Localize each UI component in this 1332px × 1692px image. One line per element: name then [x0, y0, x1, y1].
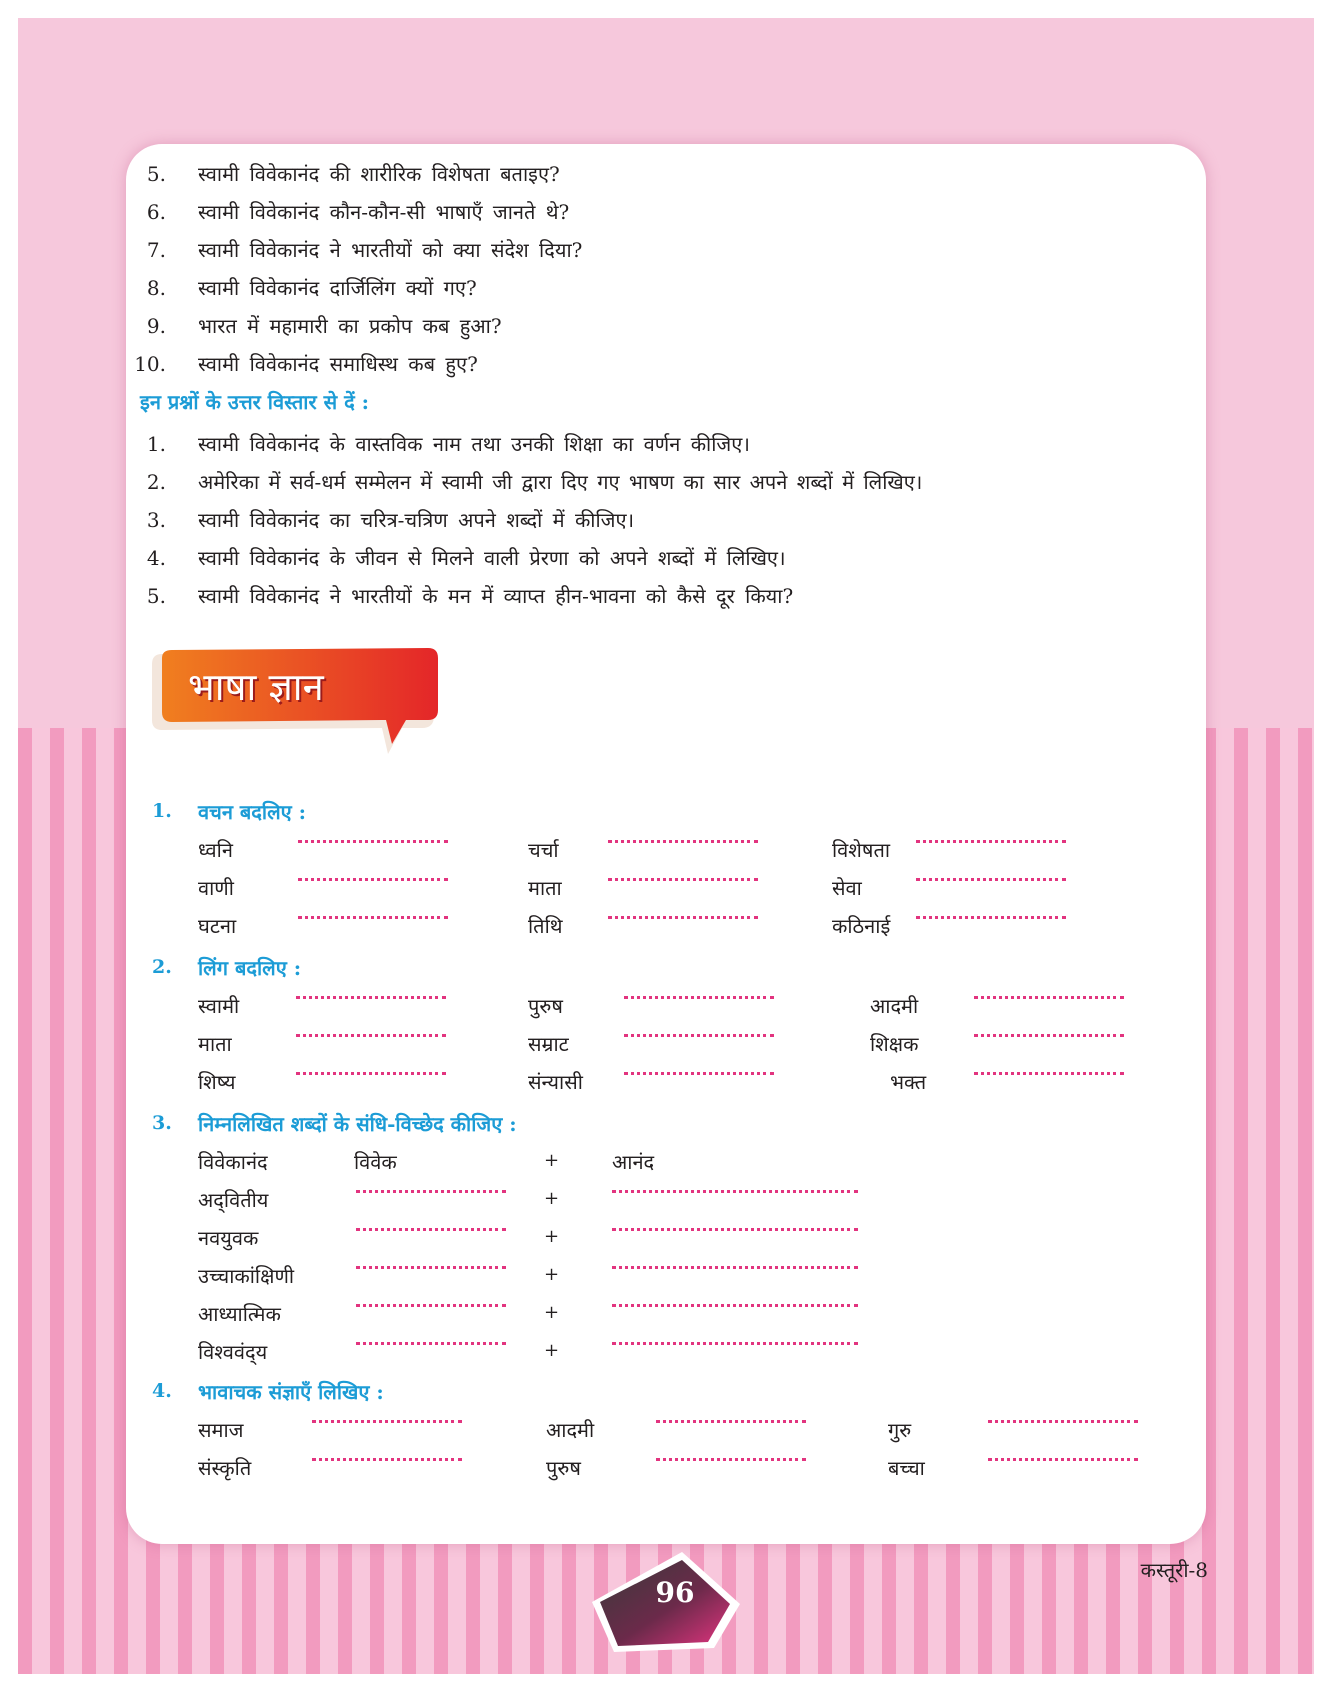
answer-blank[interactable]	[356, 1228, 506, 1231]
exercise-word: शिष्य	[198, 1070, 236, 1094]
question-text: अमेरिका में सर्व-धर्म सम्मेलन में स्वामी जी द्वारा दिए गए भाषण का सार अपने शब्दों में लिखिए।	[198, 470, 923, 494]
question-number: 5.	[146, 162, 166, 186]
example-word: विवेकानंद	[198, 1150, 268, 1174]
content-card	[126, 144, 1206, 1544]
answer-blank[interactable]	[356, 1304, 506, 1307]
exercise-word: पुरुष	[528, 994, 563, 1018]
exercise-title: निम्नलिखित शब्दों के संधि-विच्छेद कीजिए :	[198, 1112, 517, 1136]
plus-sign: +	[544, 1302, 560, 1323]
exercise-word: समाज	[198, 1418, 244, 1442]
question-number: 4.	[146, 546, 166, 570]
book-title: कस्तूरी-8	[1140, 1558, 1208, 1582]
answer-blank[interactable]	[298, 916, 448, 919]
exercise-word: कठिनाई	[832, 914, 891, 938]
exercise-number: 1.	[152, 800, 172, 822]
exercise-word: गुरु	[888, 1418, 912, 1442]
exercise-word: स्वामी	[198, 994, 240, 1018]
answer-blank[interactable]	[916, 916, 1066, 919]
question-text: स्वामी विवेकानंद कौन-कौन-सी भाषाएँ जानते थे?	[198, 200, 570, 224]
exercise-word: माता	[528, 876, 562, 900]
answer-blank[interactable]	[612, 1266, 858, 1269]
exercise-word: विशेषता	[832, 838, 891, 862]
page-number: 96	[655, 1576, 695, 1609]
exercise-word: शिक्षक	[870, 1032, 919, 1056]
question-number: 1.	[146, 432, 166, 456]
plus-sign: +	[544, 1264, 560, 1285]
answer-blank[interactable]	[988, 1420, 1138, 1423]
plus-sign: +	[544, 1188, 560, 1209]
question-number: 3.	[146, 508, 166, 532]
answer-blank[interactable]	[608, 840, 758, 843]
question-number: 5.	[146, 584, 166, 608]
example-part2: आनंद	[612, 1150, 655, 1174]
exercise-word: बच्चा	[888, 1456, 925, 1480]
exercise-word: विश्ववंद्‌य	[198, 1340, 268, 1364]
answer-blank[interactable]	[608, 916, 758, 919]
question-text: स्वामी विवेकानंद ने भारतीयों को क्या संदेश दिया?	[198, 238, 583, 262]
question-text: स्वामी विवेकानंद दार्जिलिंग क्यों गए?	[198, 276, 477, 300]
exercise-word: संन्यासी	[528, 1070, 583, 1094]
answer-blank[interactable]	[974, 1034, 1124, 1037]
long-answer-heading: इन प्रश्नों के उत्तर विस्तार से दें :	[140, 390, 370, 414]
answer-blank[interactable]	[656, 1458, 806, 1461]
answer-blank[interactable]	[624, 996, 774, 999]
answer-blank[interactable]	[356, 1190, 506, 1193]
question-text: स्वामी विवेकानंद के जीवन से मिलने वाली प्रेरणा को अपने शब्दों में लिखिए।	[198, 546, 786, 570]
exercise-word: माता	[198, 1032, 232, 1056]
question-number: 2.	[146, 470, 166, 494]
answer-blank[interactable]	[296, 996, 446, 999]
answer-blank[interactable]	[612, 1342, 858, 1345]
answer-blank[interactable]	[312, 1458, 462, 1461]
exercise-word: भक्त	[890, 1070, 927, 1094]
question-number: 9.	[146, 314, 166, 338]
answer-blank[interactable]	[916, 878, 1066, 881]
exercise-word: वाणी	[198, 876, 234, 900]
question-number: 10.	[134, 352, 166, 376]
answer-blank[interactable]	[916, 840, 1066, 843]
exercise-word: ध्वनि	[198, 838, 233, 862]
answer-blank[interactable]	[296, 1072, 446, 1075]
answer-blank[interactable]	[296, 1034, 446, 1037]
exercise-word: पुरुष	[546, 1456, 581, 1480]
banner-title: भाषा ज्ञान	[188, 665, 324, 709]
question-text: स्वामी विवेकानंद समाधिस्थ कब हुए?	[198, 352, 478, 376]
exercise-word: घटना	[198, 914, 237, 938]
question-text: स्वामी विवेकानंद ने भारतीयों के मन में व्याप्त हीन-भावना को कैसे दूर किया?	[198, 584, 794, 608]
answer-blank[interactable]	[612, 1190, 858, 1193]
exercise-number: 2.	[152, 956, 172, 978]
exercise-word: अद्‌वितीय	[198, 1188, 269, 1212]
plus-sign: +	[544, 1340, 560, 1361]
answer-blank[interactable]	[312, 1420, 462, 1423]
answer-blank[interactable]	[356, 1342, 506, 1345]
answer-blank[interactable]	[608, 878, 758, 881]
plus-sign: +	[544, 1226, 560, 1247]
answer-blank[interactable]	[624, 1034, 774, 1037]
answer-blank[interactable]	[612, 1228, 858, 1231]
exercise-word: तिथि	[528, 914, 563, 938]
answer-blank[interactable]	[974, 1072, 1124, 1075]
exercise-word: चर्चा	[528, 838, 559, 862]
question-number: 8.	[146, 276, 166, 300]
question-number: 7.	[146, 238, 166, 262]
question-text: स्वामी विवेकानंद का चरित्र-चत्रिण अपने शब्दों में कीजिए।	[198, 508, 635, 532]
exercise-word: आध्यात्मिक	[198, 1302, 281, 1326]
answer-blank[interactable]	[298, 878, 448, 881]
answer-blank[interactable]	[356, 1266, 506, 1269]
question-number: 6.	[146, 200, 166, 224]
exercise-word: संस्कृति	[198, 1456, 252, 1480]
plus-sign: +	[544, 1150, 560, 1171]
exercise-title: भावाचक संज्ञाएँ लिखिए :	[198, 1380, 384, 1404]
exercise-word: आदमी	[870, 994, 919, 1018]
question-text: भारत में महामारी का प्रकोप कब हुआ?	[198, 314, 502, 338]
answer-blank[interactable]	[974, 996, 1124, 999]
answer-blank[interactable]	[988, 1458, 1138, 1461]
question-text: स्वामी विवेकानंद के वास्तविक नाम तथा उनकी शिक्षा का वर्णन कीजिए।	[198, 432, 750, 456]
exercise-number: 4.	[152, 1380, 172, 1402]
exercise-number: 3.	[152, 1112, 172, 1134]
exercise-title: वचन बदलिए :	[198, 800, 307, 824]
exercise-word: सम्राट	[528, 1032, 569, 1056]
example-part1: विवेक	[354, 1150, 397, 1174]
answer-blank[interactable]	[656, 1420, 806, 1423]
exercise-word: नवयुवक	[198, 1226, 259, 1250]
exercise-word: आदमी	[546, 1418, 595, 1442]
exercise-title: लिंग बदलिए :	[198, 956, 302, 980]
question-text: स्वामी विवेकानंद की शारीरिक विशेषता बताइए?	[198, 162, 560, 186]
exercise-word: उच्चाकांक्षिणी	[198, 1264, 295, 1288]
answer-blank[interactable]	[624, 1072, 774, 1075]
section-banner	[148, 646, 444, 756]
exercise-word: सेवा	[832, 876, 862, 900]
answer-blank[interactable]	[298, 840, 448, 843]
answer-blank[interactable]	[612, 1304, 858, 1307]
